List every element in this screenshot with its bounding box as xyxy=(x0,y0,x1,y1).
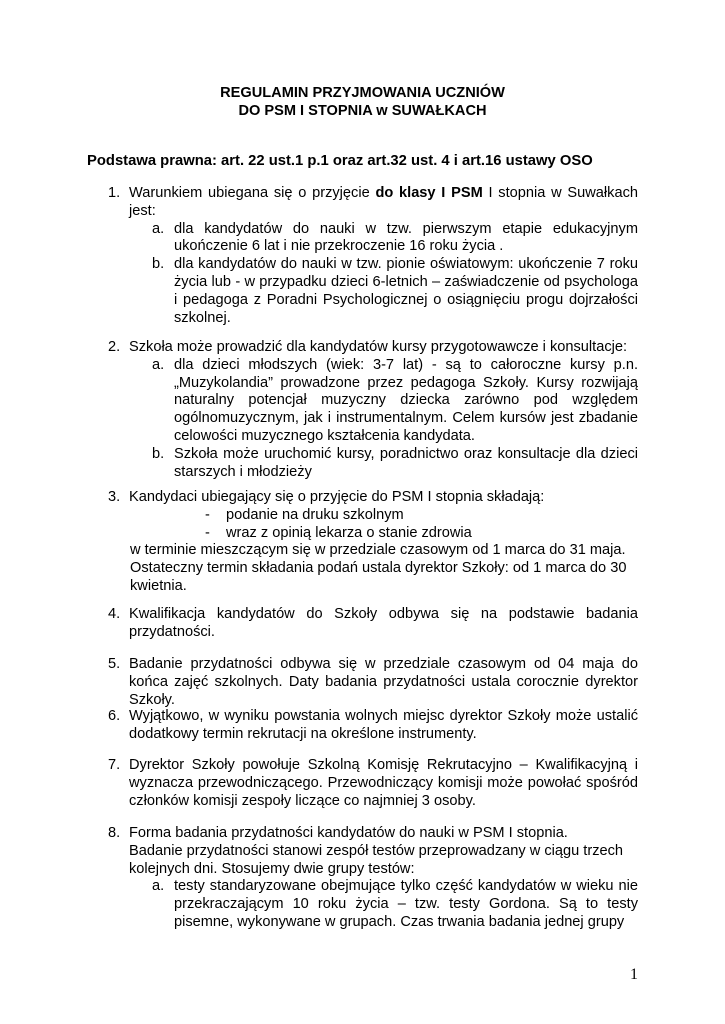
sub-item-letter: b. xyxy=(152,256,165,273)
list-item-6 xyxy=(108,708,638,744)
list-item-3 xyxy=(108,489,638,596)
item-text xyxy=(129,185,638,221)
paragraph-tests: Badanie przydatności stanowi zespół testów przeprowadzany w ciągu trzech kolejnych dni. Stosujemy dwie grupy testów: xyxy=(129,842,624,877)
sub-item-b xyxy=(152,446,638,482)
item-text: Badanie przydatności odbywa się w przedziale czasowym od 04 maja do końca zajęć szkolnych. Daty badania przydatności ustala corocznie dyrektor Szkoły. xyxy=(129,656,638,708)
dash-item-2 xyxy=(205,525,638,543)
dash-bullet: - xyxy=(205,524,210,541)
sub-item-text: testy standaryzowane obejmujące tylko część kandydatów w wieku nie przekraczającym 10 roku życia – tzw. testy Gordona. Są to testy pisemne, wykonywane w grupach. Czas trwania badania jednej grupy xyxy=(174,878,638,930)
item-text-end: I stopnia w Suwałkach jest: xyxy=(129,185,638,219)
document-title xyxy=(0,84,725,120)
sub-item-text: dla kandydatów do nauki w tzw. pierwszym etapie edukacyjnym ukończenie 6 lat i nie przekroczenie 16 roku życia . xyxy=(174,220,638,255)
sub-item-letter: b. xyxy=(152,445,165,462)
item-text: Forma badania przydatności kandydatów do nauki w PSM I stopnia. xyxy=(129,825,568,841)
item-text-bold: do klasy I PSM xyxy=(375,185,483,201)
sub-item-text: dla kandydatów do nauki w tzw. pionie oświatowym: ukończenie 7 roku życia lub - w przypadku dzieci 6-letnich – zaświadczenie od psychologa i pedagoga z Poradni Psychologicznej o osiągnięciu progu dojrzałości szkolnej. xyxy=(174,256,638,326)
list-item-4 xyxy=(108,606,638,642)
item-number: 1. xyxy=(108,185,121,201)
item-number: 4. xyxy=(108,606,121,622)
item-text: Kandydaci ubiegający się o przyjęcie do PSM I stopnia składają: xyxy=(129,489,545,505)
item-number: 5. xyxy=(108,656,121,672)
sub-item-a xyxy=(152,357,638,446)
sub-item-letter: a. xyxy=(152,878,165,895)
item-text: Wyjątkowo, w wyniku powstania wolnych miejsc dyrektor Szkoły może ustalić dodatkowy termin rekrutacji na określone instrumenty. xyxy=(129,708,638,742)
list-item-7 xyxy=(108,757,638,810)
list-item-5 xyxy=(108,656,638,709)
list-item-8 xyxy=(108,825,638,932)
dash-bullet: - xyxy=(205,506,210,523)
sub-item-a xyxy=(152,878,638,931)
item-text: Kwalifikacja kandydatów do Szkoły odbywa się na podstawie badania przydatności. xyxy=(129,606,638,640)
item-number: 3. xyxy=(108,489,121,505)
dash-item-1 xyxy=(205,507,638,525)
item-text-start: Warunkiem ubiegana się o przyjęcie xyxy=(129,185,376,201)
item-number: 6. xyxy=(108,708,121,724)
item-text: Dyrektor Szkoły powołuje Szkolną Komisję Rekrutacyjno – Kwalifikacyjną i wyznacza przewodniczącego. Przewodniczący komisji może powołać spośród członków komisji zespoły liczące co najmniej 3 osoby. xyxy=(129,757,638,809)
sub-item-letter: a. xyxy=(152,220,165,237)
item-number: 8. xyxy=(108,825,121,841)
sub-item-text: Szkoła może uruchomić kursy, poradnictwo oraz konsultacje dla dzieci starszych i młodzieży xyxy=(174,445,638,480)
paragraph-final-deadline: Ostateczny termin składania podań ustala dyrektor Szkoły: od 1 marca do 30 kwietnia. xyxy=(130,560,627,594)
title-line-1: REGULAMIN PRZYJMOWANIA UCZNIÓW xyxy=(220,85,505,101)
sub-item-a xyxy=(152,221,638,257)
list-item-1 xyxy=(108,185,638,327)
paragraph-deadline: w terminie mieszczącym się w przedziale czasowym od 1 marca do 31 maja. xyxy=(130,542,626,559)
item-number: 7. xyxy=(108,757,121,773)
legal-basis: Podstawa prawna: art. 22 ust.1 p.1 oraz art.32 ust. 4 i art.16 ustawy OSO xyxy=(87,153,593,169)
sub-item-letter: a. xyxy=(152,356,165,373)
item-number: 2. xyxy=(108,339,121,355)
list-item-2 xyxy=(108,339,638,481)
sub-item-text: dla dzieci młodszych (wiek: 3-7 lat) - są to całoroczne kursy p.n. „Muzykolandia” prowadzone przez pedagoga Szkoły. Kursy rozwijają naturalny potencjał muzyczny dziecka zarówno pod względem ogólnomuzycznym, jak i instrumentalnym. Celem kursów jest zbadanie celowości muzycznego kształcenia kandydata. xyxy=(174,356,638,444)
title-line-2: DO PSM I STOPNIA w SUWAŁKACH xyxy=(238,103,487,119)
dash-item-text: wraz z opinią lekarza o stanie zdrowia xyxy=(226,524,472,541)
page-number: 1 xyxy=(630,966,638,983)
item-text: Szkoła może prowadzić dla kandydatów kursy przygotowawcze i konsultacje: xyxy=(129,339,628,355)
dash-item-text: podanie na druku szkolnym xyxy=(226,506,404,523)
sub-item-b xyxy=(152,256,638,327)
